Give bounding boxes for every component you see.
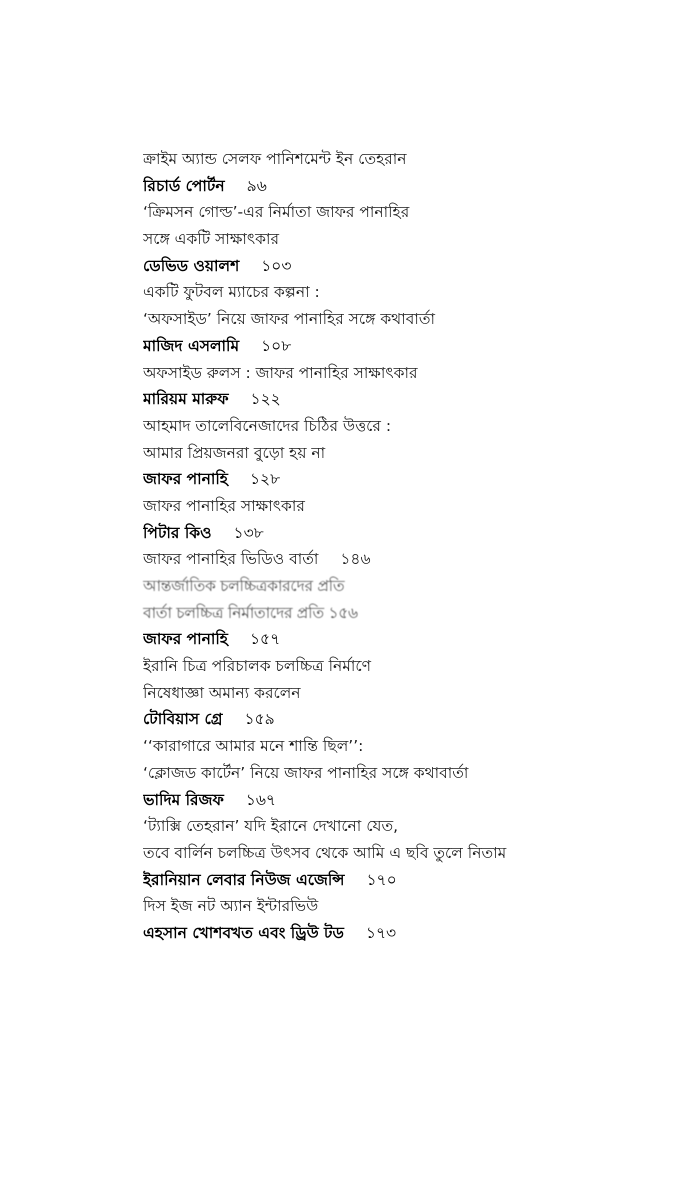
article-title: জাফর পানাহির সাক্ষাৎকার	[143, 496, 305, 515]
article-title: ‘‘কারাগারে আমার মনে শান্তি ছিল’’:	[143, 737, 364, 756]
author-name: মাজিদ এসলামি	[143, 336, 240, 355]
article-title: ‘ট্যাক্সি তেহরান’ যদি ইরানে দেখানো যেত,	[143, 817, 399, 836]
author-name: জাফর পানাহি	[143, 630, 228, 649]
toc-title-line	[143, 760, 663, 787]
author-name: জাফর পানাহি	[143, 470, 228, 489]
page-number: ১৭৩	[365, 923, 397, 942]
page-number: ৯৬	[246, 176, 267, 195]
page-number: ১০৩	[261, 256, 292, 275]
page-number: ১২২	[250, 390, 281, 409]
toc-author-line	[143, 626, 663, 653]
author-name: ইরানিয়ান লেবার নিউজ এজেন্সি	[143, 870, 345, 889]
article-title: আমার প্রিয়জনরা বুড়ো হয় না	[143, 443, 326, 462]
toc-title-line	[143, 813, 663, 840]
author-name: ভাদিম রিজফ	[143, 790, 224, 809]
toc-author-line	[143, 173, 663, 200]
article-title: ‘ক্লোজড কার্টেন’ নিয়ে জাফর পানাহির সঙ্গে কথাবার্তা	[143, 763, 469, 782]
toc-author-line	[143, 253, 663, 280]
article-title: ক্রাইম অ্যান্ড সেলফ পানিশমেন্ট ইন তেহরান	[143, 150, 407, 168]
page-number: ১২৮	[249, 470, 281, 489]
page-number: ১৬৭	[245, 790, 276, 809]
page-number: ১৪৬	[340, 550, 371, 569]
toc-author-line	[143, 787, 663, 814]
toc-title-line	[143, 440, 663, 467]
toc-title-line	[143, 653, 663, 680]
page-number: ১৫৭	[249, 630, 281, 649]
page-number: ১০৮	[261, 336, 292, 355]
toc-title-line	[143, 413, 663, 440]
toc-faded-line	[143, 600, 663, 627]
toc-author-line	[143, 520, 663, 547]
table-of-contents	[143, 146, 663, 947]
toc-title-line	[143, 146, 663, 173]
toc-author-line	[143, 386, 663, 413]
toc-title-line	[143, 680, 663, 707]
article-title: দিস ইজ নট অ্যান ইন্টারভিউ	[143, 897, 319, 916]
toc-author-line	[143, 466, 663, 493]
toc-title-line	[143, 893, 663, 920]
toc-author-line	[143, 706, 663, 733]
author-name: রিচার্ড পোর্টন	[143, 176, 225, 195]
author-name: এহসান খোশবখত এবং ড্রিউ টড	[143, 923, 344, 942]
author-name: পিটার কিও	[143, 523, 212, 542]
toc-title-line	[143, 733, 663, 760]
article-title: বার্তা চলচ্চিত্র নির্মাতাদের প্রতি ১৫৬	[143, 603, 358, 622]
toc-title-line	[143, 226, 663, 253]
toc-title-line	[143, 546, 663, 573]
toc-title-line	[143, 360, 663, 387]
toc-title-line	[143, 306, 663, 333]
author-name: টোবিয়াস গ্রে	[143, 710, 223, 729]
article-title: আহমাদ তালেবিনেজাদের চিঠির উত্তরে :	[143, 416, 392, 435]
toc-author-line	[143, 920, 663, 947]
author-name: ডেভিড ওয়ালশ	[143, 256, 240, 275]
toc-title-line	[143, 840, 663, 867]
article-title: ইরানি চিত্র পরিচালক চলচ্চিত্র নির্মাণে	[143, 657, 371, 676]
article-title: অফসাইড রুলস : জাফর পানাহির সাক্ষাৎকার	[143, 363, 418, 382]
toc-author-line	[143, 867, 663, 894]
page-number: ১৭০	[366, 870, 397, 889]
article-title: একটি ফুটবল ম্যাচের কল্পনা :	[143, 283, 320, 302]
author-name: মারিয়ম মারুফ	[143, 390, 229, 409]
article-title: সঙ্গে একটি সাক্ষাৎকার	[143, 230, 280, 249]
toc-title-line	[143, 279, 663, 306]
toc-faded-line	[143, 573, 663, 600]
article-title: জাফর পানাহির ভিডিও বার্তা	[143, 550, 319, 569]
article-title: তবে বার্লিন চলচ্চিত্র উৎসব থেকে আমি এ ছবি তুলে নিতাম	[143, 843, 507, 862]
toc-title-line	[143, 493, 663, 520]
toc-title-line	[143, 199, 663, 226]
toc-author-line	[143, 333, 663, 360]
page-number: ১৫৯	[244, 710, 275, 729]
article-title: নিষেধাজ্ঞা অমান্য করলেন	[143, 683, 301, 702]
page-number: ১৩৮	[233, 523, 264, 542]
article-title: আন্তর্জাতিক চলচ্চিত্রকারদের প্রতি	[143, 577, 345, 595]
article-title: ‘ক্রিমসন গোল্ড’-এর নির্মাতা জাফর পানাহির	[143, 203, 410, 222]
article-title: ‘অফসাইড’ নিয়ে জাফর পানাহির সঙ্গে কথাবার্তা	[143, 310, 435, 329]
